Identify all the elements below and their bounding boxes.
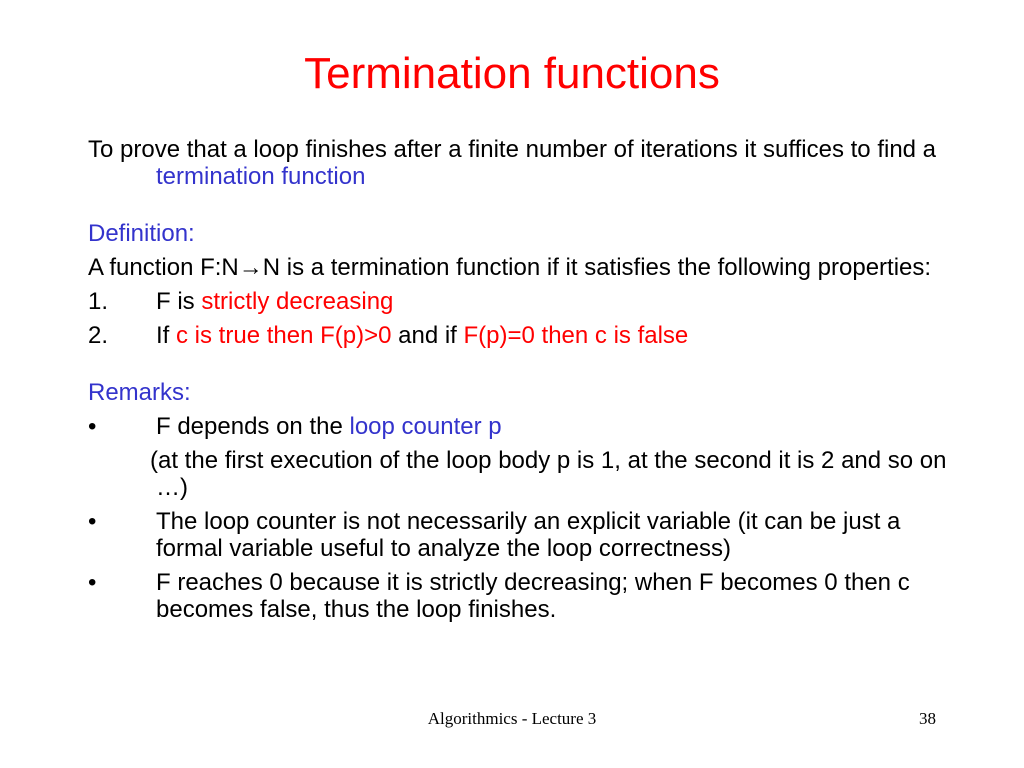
item-text: The loop counter is not necessarily an explicit variable (it can be just a formal variable useful to analyze the loop correctness) xyxy=(156,508,901,562)
bullet: • xyxy=(88,508,97,535)
item-text: F depends on the xyxy=(156,413,350,440)
item-text: If xyxy=(156,322,177,349)
definition-item-2 xyxy=(88,322,968,349)
footer-text: Algorithmics - Lecture 3 xyxy=(427,709,597,728)
slide-body xyxy=(88,136,968,623)
intro-highlight: termination function xyxy=(156,163,366,190)
remark-item-3 xyxy=(88,569,968,623)
remark-item-2 xyxy=(88,508,968,562)
item-highlight: F(p)=0 then c is false xyxy=(463,322,689,349)
remark-item-1 xyxy=(88,413,968,440)
definition-item-1 xyxy=(88,288,968,315)
list-number: 2. xyxy=(88,322,109,349)
item-text: F is xyxy=(156,288,202,315)
bullet: • xyxy=(88,413,97,440)
remark-note: (at the first execution of the loop body p is 1, at the second it is 2 and so on …) xyxy=(150,447,947,501)
item-text: and if xyxy=(391,322,464,349)
slide-title: Termination functions xyxy=(304,49,720,98)
definition-heading: Definition: xyxy=(88,220,195,247)
list-number: 1. xyxy=(88,288,109,315)
item-highlight: strictly decreasing xyxy=(201,288,394,315)
item-highlight: c is true then F(p)>0 xyxy=(176,322,392,349)
remarks-heading: Remarks: xyxy=(88,379,191,406)
intro-paragraph xyxy=(88,136,968,190)
intro-text: To prove that a loop finishes after a finite number of iterations it suffices to find a xyxy=(88,136,937,163)
item-highlight: loop counter p xyxy=(349,413,502,440)
page-number: 38 xyxy=(919,709,936,728)
item-text: F reaches 0 because it is strictly decreasing; when F becomes 0 then c becomes false, thus the loop finishes. xyxy=(156,569,910,623)
definition-text: A function F:N→N is a termination function if it satisfies the following properties: xyxy=(88,254,932,281)
bullet: • xyxy=(88,569,97,596)
